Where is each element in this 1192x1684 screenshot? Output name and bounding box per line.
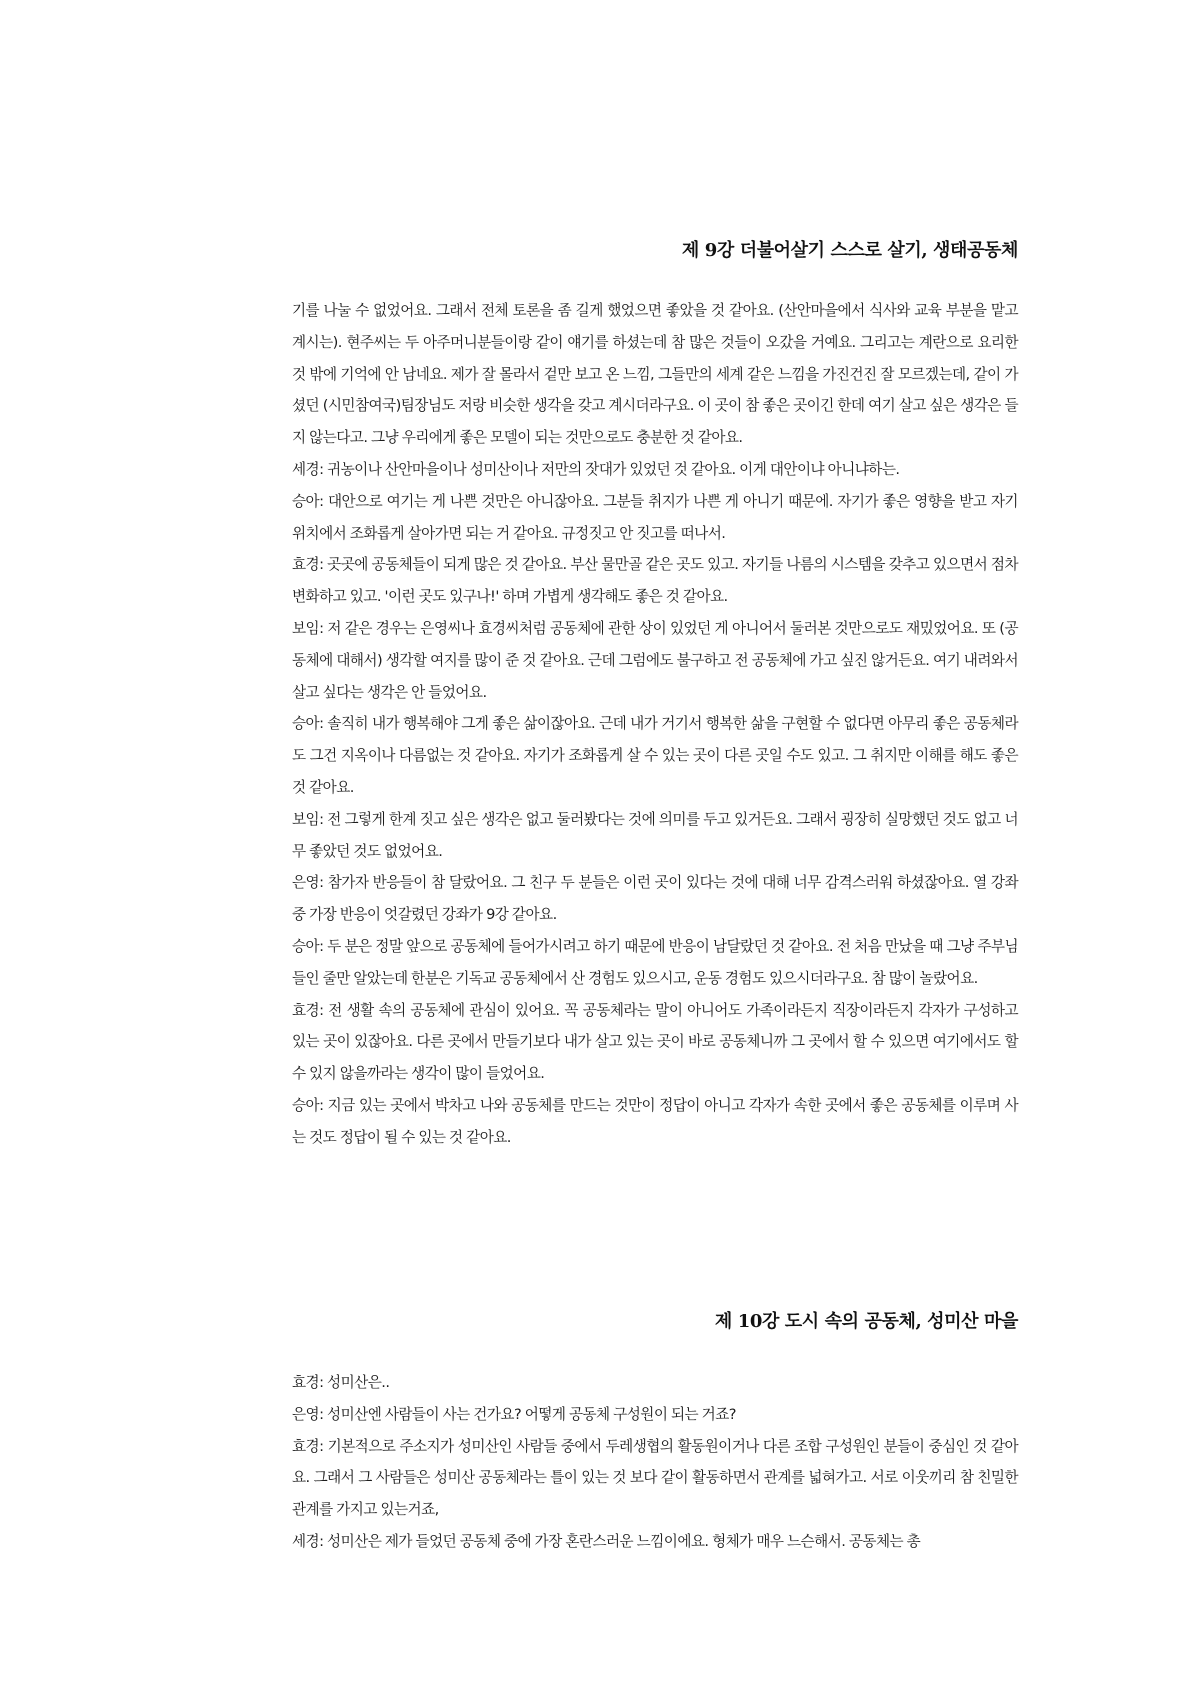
section-title-lecture-9: 제 9강 더불어살기 스스로 살기, 생태공동체 (681, 240, 1018, 261)
paragraph: 승아: 지금 있는 곳에서 박차고 나와 공동체를 만드는 것만이 정답이 아니고 각자가 속한 곳에서 좋은 공동체를 이루며 사는 것도 정답이 될 수 있는 것 같아요. (292, 1096, 1018, 1146)
paragraph: 기를 나눌 수 없었어요. 그래서 전체 토론을 좀 길게 했었으면 좋았을 것 같아요. (산안마을에서 식사와 교육 부분을 맡고 계시는). 현주씨는 두 아주머니분들이랑 같이 얘기를 하셨는데 참 많은 것들이 오갔을 거예요. 그리고는 계란으로 요리한 것 밖에 기억에 안 남네요. 제가 잘 몰라서 겉만 보고 온 느낌, 그들만의 세계 같은 느낌을 가진건진 잘 모르겠는데, 같이 가셨던 (시민참여국)팀장님도 저랑 비슷한 생각을 갖고 계시더라구요. 이 곳이 참 좋은 곳이긴 한데 여기 살고 싶은 생각은 들지 않는다고. 그냥 우리에게 좋은 모델이 되는 것만으로도 충분한 것 같아요. (292, 302, 1018, 447)
section-title-lecture-10: 제 10강 도시 속의 공동체, 성미산 마을 (714, 1311, 1018, 1332)
paragraph: 승아: 대안으로 여기는 게 나쁜 것만은 아니잖아요. 그분들 취지가 나쁜 게 아니기 때문에. 자기가 좋은 영향을 받고 자기 위치에서 조화롭게 살아가면 되는 거 같아요. 규정짓고 안 짓고를 떠나서. (292, 492, 1018, 542)
section-body-lecture-9 (292, 295, 1018, 1154)
paragraph: 은영: 참가자 반응들이 참 달랐어요. 그 친구 두 분들은 이런 곳이 있다는 것에 대해 너무 감격스러워 하셨잖아요. 열 강좌 중 가장 반응이 엇갈렸던 강좌가 9강 같아요. (292, 874, 1018, 924)
paragraph: 보임: 저 같은 경우는 은영씨나 효경씨처럼 공동체에 관한 상이 있었던 게 아니어서 둘러본 것만으로도 재밌었어요. 또 (공동체에 대해서) 생각할 여지를 많이 준 것 같아요. 근데 그럼에도 불구하고 전 공동체에 가고 싶진 않거든요. 여기 내려와서 살고 싶다는 생각은 안 들었어요. (292, 619, 1018, 701)
paragraph: 효경: 전 생활 속의 공동체에 관심이 있어요. 꼭 공동체라는 말이 아니어도 가족이라든지 직장이라든지 각자가 구성하고 있는 곳이 있잖아요. 다른 곳에서 만들기보다 내가 살고 있는 곳이 바로 공동체니까 그 곳에서 할 수 있으면 여기에서도 할 수 있지 않을까라는 생각이 많이 들었어요. (292, 1001, 1018, 1083)
paragraph: 효경: 성미산은.. (292, 1374, 390, 1391)
paragraph: 세경: 성미산은 제가 들었던 공동체 중에 가장 혼란스러운 느낌이에요. 형체가 매우 느슨해서. 공동체는 총 (292, 1532, 921, 1550)
paragraph: 은영: 성미산엔 사람들이 사는 건가요? 어떻게 공동체 구성원이 되는 거죠? (292, 1405, 736, 1423)
paragraph: 보임: 전 그렇게 한계 짓고 싶은 생각은 없고 둘러봤다는 것에 의미를 두고 있거든요. 그래서 굉장히 실망했던 것도 없고 너무 좋았던 것도 없었어요. (292, 810, 1018, 860)
section-body-lecture-10 (292, 1367, 1018, 1558)
paragraph: 승아: 두 분은 정말 앞으로 공동체에 들어가시려고 하기 때문에 반응이 남달랐던 것 같아요. 전 처음 만났을 때 그냥 주부님들인 줄만 알았는데 한분은 기독교 공동체에서 산 경험도 있으시고, 운동 경험도 있으시더라구요. 참 많이 놀랐어요. (292, 937, 1018, 987)
paragraph: 효경: 곳곳에 공동체들이 되게 많은 것 같아요. 부산 물만골 같은 곳도 있고. 자기들 나름의 시스템을 갖추고 있으면서 점차 변화하고 있고. '이런 곳도 있구나!' 하며 가볍게 생각해도 좋은 것 같아요. (292, 556, 1018, 606)
paragraph: 효경: 기본적으로 주소지가 성미산인 사람들 중에서 두레생협의 활동원이거나 다른 조합 구성원인 분들이 중심인 것 같아요. 그래서 그 사람들은 성미산 공동체라는 틀이 있는 것 보다 같이 활동하면서 관계를 넓혀가고. 서로 이웃끼리 참 친밀한 관계를 가지고 있는거죠, (292, 1437, 1018, 1519)
paragraph: 세경: 귀농이나 산안마을이나 성미산이나 저만의 잣대가 있었던 것 같아요. 이게 대안이냐 아니냐하는. (292, 460, 900, 478)
paragraph: 승아: 솔직히 내가 행복해야 그게 좋은 삶이잖아요. 근데 내가 거기서 행복한 삶을 구현할 수 없다면 아무리 좋은 공동체라도 그건 지옥이나 다름없는 것 같아요. 자기가 조화롭게 살 수 있는 곳이 다른 곳일 수도 있고. 그 취지만 이해를 해도 좋은 것 같아요. (292, 715, 1018, 796)
